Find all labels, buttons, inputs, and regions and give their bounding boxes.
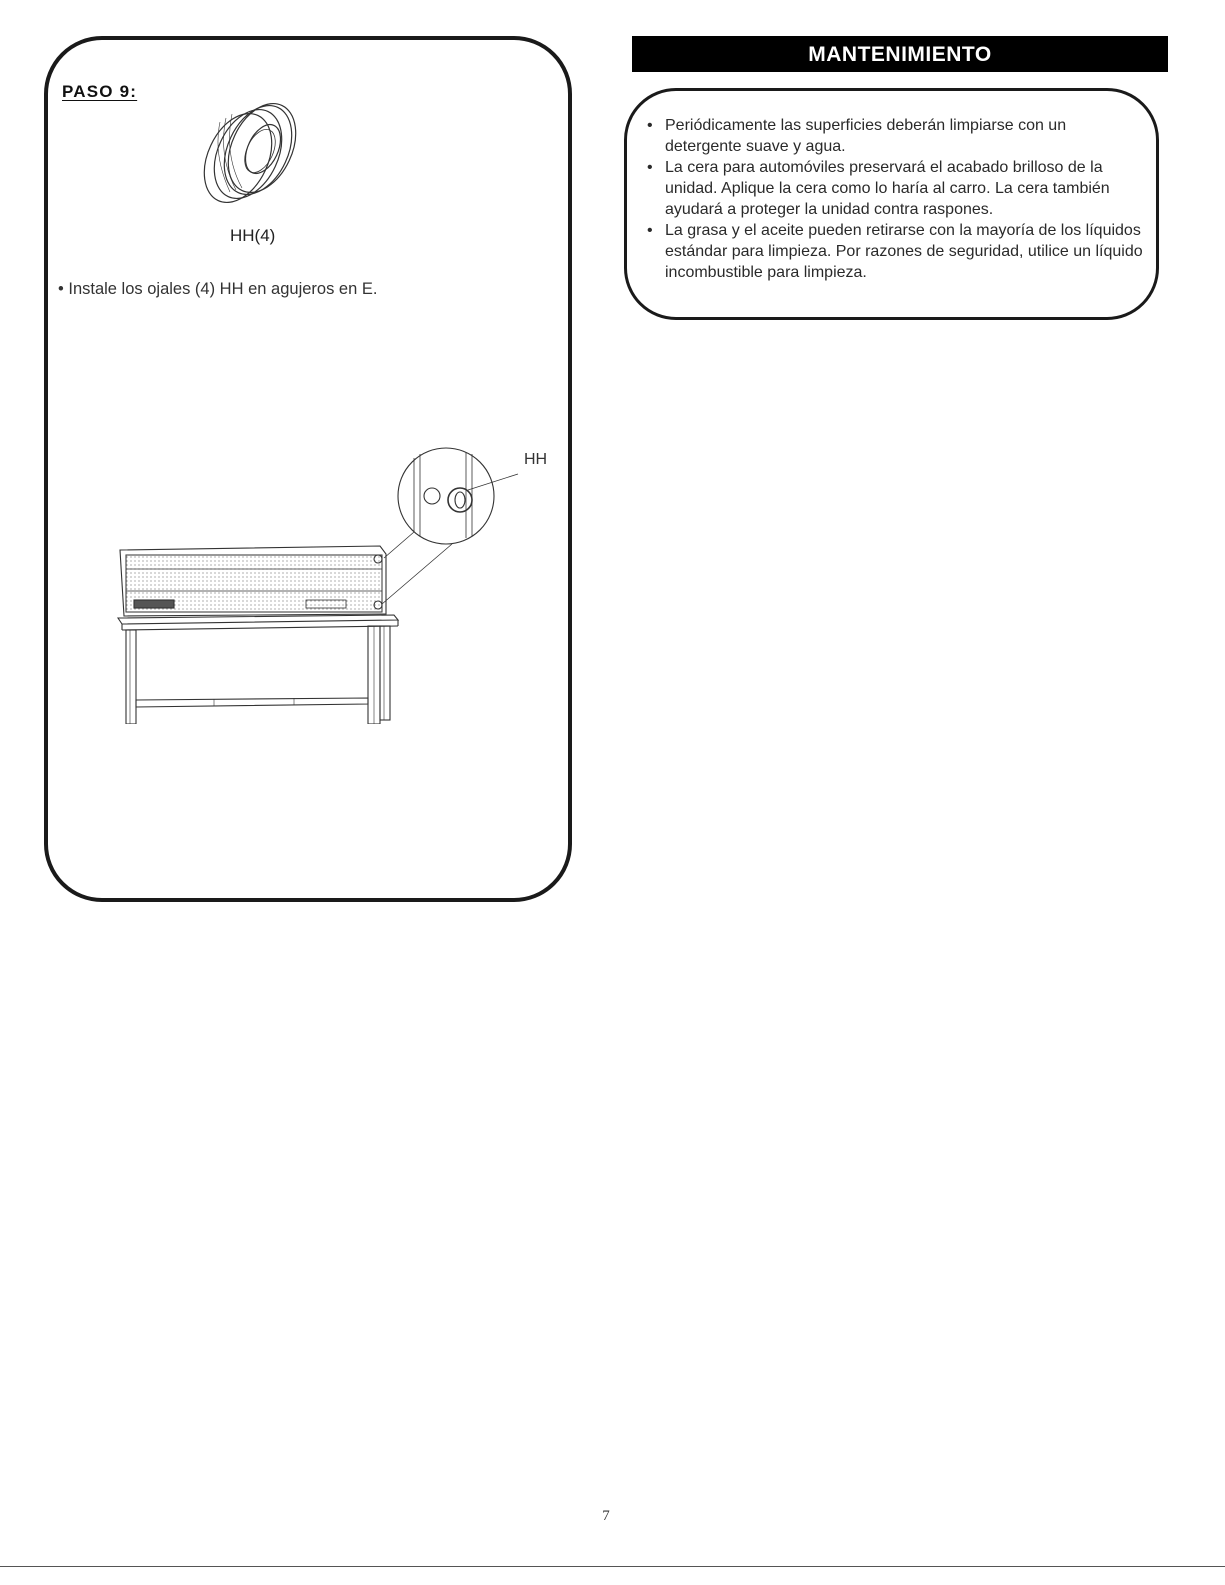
maintenance-list: [645, 115, 1145, 283]
maintenance-item: • La grasa y el aceite pueden retirarse con la mayoría de los líquidos estándar para limpieza. Por razones de seguridad, utilice un líquido incombustible para limpieza.: [645, 220, 1145, 283]
step-title: PASO 9:: [62, 82, 138, 101]
callout-label: HH: [524, 451, 548, 468]
maintenance-item: • Periódicamente las superficies deberán limpiarse con un detergente suave y agua.: [645, 115, 1145, 157]
workbench-illustration: [114, 424, 534, 724]
bottom-rule: [0, 1566, 1225, 1567]
step-instruction: • Instale los ojales (4) HH en agujeros en E.: [58, 280, 378, 298]
maintenance-panel: [624, 88, 1159, 320]
step-9-panel: [44, 36, 572, 902]
maintenance-item: • La cera para automóviles preservará el acabado brilloso de la unidad. Aplique la cera como lo haría al carro. La cera también ayudará a proteger la unidad contra raspones.: [645, 157, 1145, 220]
maintenance-header: MANTENIMIENTO: [632, 36, 1168, 72]
grommet-part-illustration: [198, 100, 308, 210]
page-number: 7: [602, 1508, 610, 1524]
part-label: HH(4): [230, 226, 276, 245]
